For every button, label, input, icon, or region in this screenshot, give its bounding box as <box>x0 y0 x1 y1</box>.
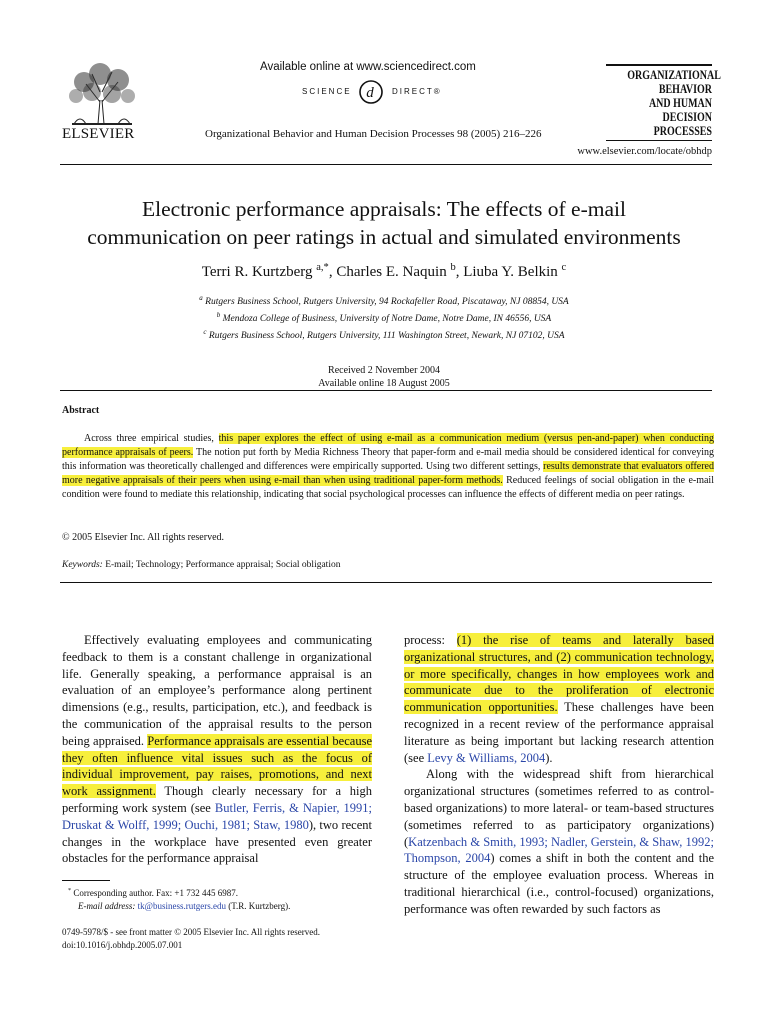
abstract-copyright: © 2005 Elsevier Inc. All rights reserved. <box>62 532 225 543</box>
title-line-1: Electronic performance appraisals: The effects of e-mail <box>142 197 626 221</box>
body-column-left <box>62 632 372 867</box>
affil-marker: a <box>199 294 203 302</box>
affiliation-item <box>40 326 728 343</box>
affil-marker: c <box>203 328 207 337</box>
journal-name-block <box>606 64 721 143</box>
keywords <box>62 560 340 570</box>
abstract-top-rule <box>60 390 712 391</box>
body-text: ). <box>545 750 553 765</box>
body-text: process: <box>404 633 457 647</box>
citation-link[interactable]: Levy & Williams, 2004 <box>427 750 546 765</box>
footnote-email-line <box>62 900 382 913</box>
body-text: Though clearly necessary for a high performing work system (see <box>62 784 373 815</box>
paragraph <box>404 766 714 917</box>
header-divider <box>60 164 712 165</box>
journal-rule-bottom <box>606 140 712 141</box>
email-label: E-mail address: <box>78 901 136 911</box>
journal-citation: Organizational Behavior and Human Decision Processes 98 (2005) 216–226 <box>205 128 542 140</box>
author-name: Charles E. Naquin <box>336 264 447 280</box>
journal-name-line-3: AND HUMAN <box>648 96 712 110</box>
author-affil-marker[interactable]: a,* <box>316 262 329 273</box>
footnote <box>62 884 382 913</box>
publisher-name: ELSEVIER <box>62 126 135 142</box>
abstract-text: The notion put forth by Media Richness Theory that paper-form and e-mail media should be considered identical for conveying this information was theoretically challenged and differences were empirically supported. Using two different settings, <box>62 447 715 472</box>
affiliation-item <box>40 309 728 326</box>
journal-name-line-2: BEHAVIOR <box>658 82 712 96</box>
citation-link[interactable]: Katzenbach & Smith, 1993; Nadler, Gerstein, & Shaw, 1992; Thompson, 2004 <box>404 834 714 866</box>
journal-rule <box>606 64 712 66</box>
footnote-marker: * <box>68 887 72 894</box>
author-name: Terri R. Kurtzberg <box>201 264 313 280</box>
sciencedirect-availability: Available online at www.sciencedirect.com <box>260 61 476 73</box>
affil-text: Rutgers Business School, Rutgers University, 94 Rockafeller Road, Piscataway, NJ 08854, USA <box>205 297 569 308</box>
abstract-text: Reduced feelings of social obligation in the e-mail condition were found to mediate this relationship, indicating that social psychological processes can influence the effects of different media on peer ratings. <box>62 475 714 500</box>
sciencedirect-left: SCIENCE <box>302 87 352 96</box>
online-date: Available online 18 August 2005 <box>318 378 450 389</box>
journal-name-line-1: ORGANIZATIONAL <box>627 68 721 82</box>
citation-link[interactable]: Butler, Ferris, & Napier, 1991; Druskat & Wolff, 1999; Ouchi, 1981; Staw, 1980 <box>62 800 372 832</box>
author-affil-marker[interactable]: b <box>450 262 456 273</box>
footnote-line <box>62 884 382 900</box>
body-text: Effectively evaluating employees and communicating feedback to them is a constant challenge in organizational life. Generally speaking, a performance appraisal is an evaluation of an employee’s performance along pertinent dimensions (e.g., results, participation, etc.), and feedback is the communication of the appraisal results to the person being appraised. <box>62 633 372 748</box>
affil-text: Rutgers Business School, Rutgers University, 111 Washington Street, Newark, NJ 07102, USA <box>208 331 565 342</box>
body-highlight: (1) the rise of teams and laterally based organizational structures, and (2) communication technology, or more specifically, changes in how employees work and communicate due to the proliferation of electronic communication opportunities. <box>404 633 715 715</box>
affiliations <box>40 292 728 343</box>
abstract-body <box>62 432 714 502</box>
body-text: ) comes a shift in both the content and the structure of the employee evaluation process. Whereas in traditional hierarchical (i.e., control-focused) organizations, performance was often rewarded by such factors as <box>404 851 714 916</box>
footnote-rule <box>62 880 110 881</box>
abstract-highlight: this paper explores the effect of using e-mail as a communication medium (versus pen-and-paper) when conducting performance appraisals of peers. <box>62 433 715 458</box>
footnote-text: (T.R. Kurtzberg). <box>225 901 291 911</box>
body-text: These challenges have been recognized in a recent review of the performance appraisal literature as being important but lacking research attention (see <box>404 700 714 765</box>
issn-line: 0749-5978/$ - see front matter © 2005 Elsevier Inc. All rights reserved. <box>62 927 321 937</box>
affil-text: Mendoza College of Business, University of Notre Dame, Notre Dame, IN 46556, USA <box>222 314 552 325</box>
paragraph <box>404 632 714 766</box>
author-name: Liuba Y. Belkin <box>463 264 558 280</box>
abstract-heading: Abstract <box>62 405 100 416</box>
affiliation-item <box>40 292 728 309</box>
received-date: Received 2 November 2004 <box>328 365 440 376</box>
author-affil-marker[interactable]: c <box>561 262 567 273</box>
at-sign-icon <box>358 79 384 105</box>
sciencedirect-right: DIRECT® <box>392 87 442 96</box>
keywords-label: Keywords: <box>62 560 103 570</box>
title-line-2: communication on peer ratings in actual and simulated environments <box>87 225 681 249</box>
doi-line: doi:10.1016/j.obhdp.2005.07.001 <box>62 940 183 950</box>
journal-url[interactable]: www.elsevier.com/locate/obhdp <box>577 146 712 157</box>
body-text: Along with the widespread shift from hierarchical organizational structures (sometimes referred to as control-based organizations) to more lateral- or team-based structures (sometimes referred to as participatory organizations) ( <box>404 767 714 849</box>
abstract-bottom-rule <box>60 582 712 583</box>
body-column-right <box>404 632 714 918</box>
author-list: Terri R. Kurtzberg $^{a,*}$, Charles E. Naquin $^b$, Liuba Y. Belkin $^c$ <box>201 262 567 280</box>
journal-name-line-4: DECISION PROCESSES <box>653 110 712 138</box>
footnote-text: Corresponding author. Fax: +1 732 445 6987. <box>73 888 238 898</box>
email-link[interactable]: tk@business.rutgers.edu <box>137 901 226 911</box>
keywords-list: E-mail; Technology; Performance appraisal; Social obligation <box>105 560 341 570</box>
article-title <box>40 195 728 251</box>
body-highlight: Performance appraisals are essential because they often influence vital issues such as the focus of individual improvement, pay raises, promotions, and next work assignment. <box>62 733 372 799</box>
svg-text:d: d <box>366 85 376 101</box>
abstract-text: Across three empirical studies, <box>84 433 219 444</box>
front-matter-note <box>62 926 320 952</box>
body-text: ), two recent changes in the workplace have presented even greater obstacles for the performance appraisal <box>62 817 372 866</box>
abstract-highlight: results demonstrate that evaluators offered more negative appraisals of their peers when using e-mail than when using traditional paper-form methods. <box>62 461 715 486</box>
article-dates <box>40 364 728 390</box>
affil-marker: b <box>216 311 221 320</box>
sciencedirect-logo <box>302 79 462 105</box>
